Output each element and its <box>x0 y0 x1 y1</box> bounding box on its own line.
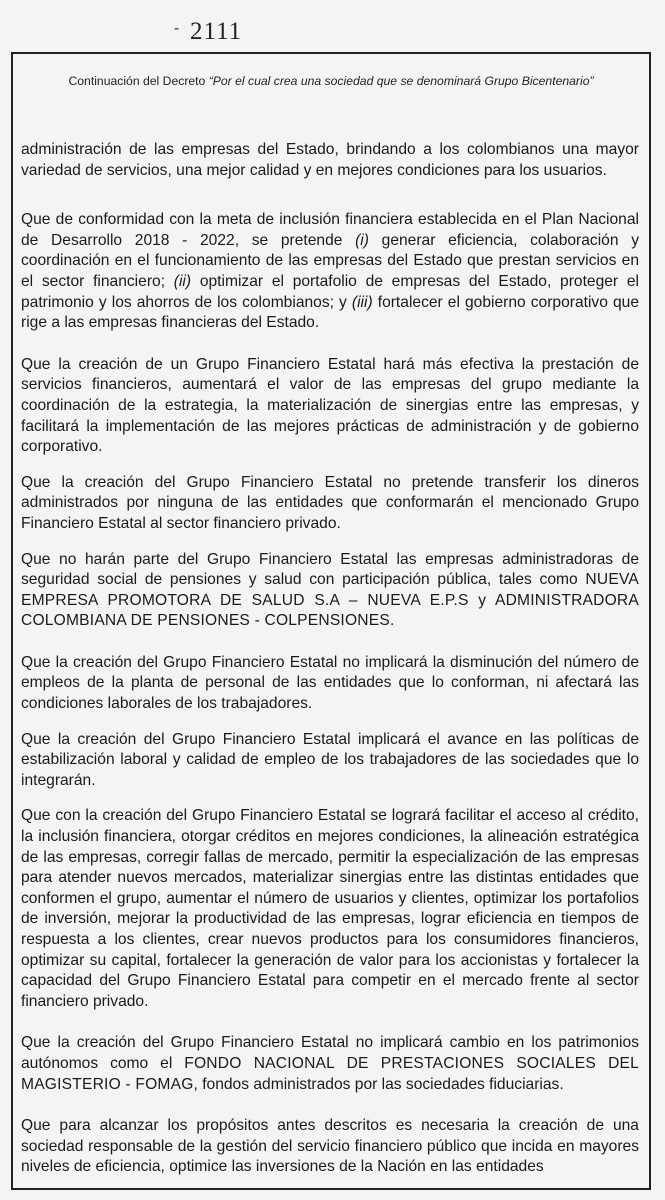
page-number-dash: - <box>174 20 180 37</box>
document-frame <box>11 52 651 1190</box>
decree-header <box>13 74 649 88</box>
paragraph-5: Que no harán parte del Grupo Financiero Estatal las empresas administradoras de seguridad social de pensiones y salud con participación pública, tales como NUEVA EMPRESA PROMOTORA DE SALUD S.A – NUEVA E.P.S y ADMINISTRADORA COLOMBIANA DE PENSIONES - COLPENSIONES. <box>21 550 639 630</box>
paragraph-2: Que de conformidad con la meta de inclusión financiera establecida en el Plan Nacional de Desarrollo 2018 - 2022, se pretende (i) generar eficiencia, colaboración y coordinación en el funcionamiento de las empresas del Estado que prestan servicios en el sector financiero; (ii) optimizar el portafolio de empresas del Estado, proteger el patrimonio y los ahorros de los colombianos; y (iii) fortalecer el gobierno corporativo que rige a las empresas financieras del Estado. <box>21 211 640 332</box>
page-number: 2111 <box>190 18 243 45</box>
paragraph-8: Que con la creación del Grupo Financiero Estatal se logrará facilitar el acceso al crédito, la inclusión financiera, otorgar créditos en mejores condiciones, la alineación estratégica de las empresas, corregir fallas de mercado, permitir la especialización de las empresas para atender nuevos mercados, materializar sinergias entre las distintas entidades que conformen el grupo, aumentar el número de usuarios y clientes, optimizar los portafolios de inversión, mejorar la productividad de las empresas, lograr eficiencia en tiempos de respuesta a los clientes, crear nuevos productos para los consumidores financieros, optimizar su capital, fortalecer la generación de valor para los accionistas y fortalecer la capacidad del Grupo Financiero Estatal para competir en el mercado frente al sector financiero privado. <box>21 807 639 1010</box>
paragraph-6: Que la creación del Grupo Financiero Estatal no implicará la disminución del número de empleos de la planta de personal de las entidades que lo conforman, ni afectará las condiciones laborales de los trabajadores. <box>21 653 639 713</box>
paragraph-4: Que la creación del Grupo Financiero Estatal no pretende transferir los dineros administrados por ninguna de las entidades que conformarán el mencionado Grupo Financiero Estatal al sector financiero privado. <box>21 473 639 532</box>
header-prefix: Continuación del Decreto <box>68 74 209 88</box>
paragraph-7: Que la creación del Grupo Financiero Estatal implicará el avance en las políticas de estabilización laboral y calidad de empleo de los trabajadores de las sociedades que lo integrarán. <box>21 730 639 789</box>
paragraph-1: administración de las empresas del Estado, brindando a los colombianos una mayor variedad de servicios, una mejor calidad y en mejores condiciones para los usuarios. <box>21 141 639 179</box>
header-quote: “Por el cual crea una sociedad que se denominará Grupo Bicentenario” <box>208 74 594 88</box>
document-body <box>21 140 639 1178</box>
paragraph-9: Que la creación del Grupo Financiero Estatal no implicará cambio en los patrimonios autónomos como el FONDO NACIONAL DE PRESTACIONES SOCIALES DEL MAGISTERIO - FOMAG, fondos administrados por las sociedades fiduciarias. <box>21 1034 640 1093</box>
paragraph-3: Que la creación de un Grupo Financiero Estatal hará más efectiva la prestación de servicios financieros, aumentará el valor de las empresas del grupo mediante la coordinación de la estrategia, la materialización de sinergias entre las empresas, y facilitará la implementación de las mejores prácticas de administración y de gobierno corporativo. <box>21 355 639 456</box>
paragraph-10: Que para alcanzar los propósitos antes descritos es necesaria la creación de una sociedad responsable de la gestión del servicio financiero público que incida en mayores niveles de eficiencia, optimice las inversiones de la Nación en las entidades <box>21 1117 639 1176</box>
